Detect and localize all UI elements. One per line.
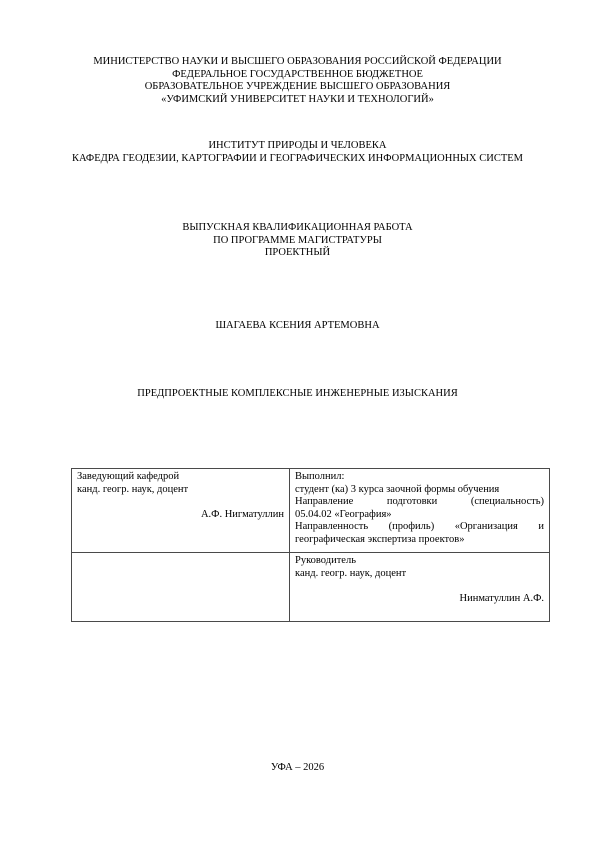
ministry-header (0, 56, 595, 106)
head-degree: канд. геогр. наук, доцент (77, 483, 189, 495)
performer-line: Направление подготовки (специальность) (295, 496, 544, 507)
department-name: КАФЕДРА ГЕОДЕЗИИ, КАРТОГРАФИИ И ГЕОГРАФИЧЕСКИХ ИНФОРМАЦИОННЫХ СИСТЕМ (71, 152, 524, 164)
header-line: ОБРАЗОВАТЕЛЬНОЕ УЧРЕЖДЕНИЕ ВЫСШЕГО ОБРАЗОВАНИЯ (144, 81, 451, 92)
performer-line: Направленность (профиль) «Организация и (295, 521, 544, 532)
approval-table (71, 468, 550, 622)
head-name: А.Ф. Нигматуллин (200, 508, 284, 520)
work-type-line: ПРОЕКТНЫЙ (264, 247, 331, 258)
performer-line: 05.04.02 «География» (295, 508, 392, 520)
performer-cell (290, 469, 550, 553)
work-type-line: ВЫПУСКНАЯ КВАЛИФИКАЦИОННАЯ РАБОТА (182, 222, 413, 233)
work-type-line: ПО ПРОГРАММЕ МАГИСТРАТУРЫ (213, 234, 382, 246)
supervisor-cell (290, 553, 550, 622)
header-line: «УФИМСКИЙ УНИВЕРСИТЕТ НАУКИ И ТЕХНОЛОГИЙ» (161, 93, 434, 105)
work-type-block (0, 222, 595, 260)
empty-cell (72, 553, 290, 622)
city-year: УФА – 2026 (270, 762, 325, 773)
header-line: ФЕДЕРАЛЬНОЕ ГОСУДАРСТВЕННОЕ БЮДЖЕТНОЕ (172, 68, 423, 80)
table-row (72, 553, 550, 622)
performer-label: Выполнил: (295, 471, 345, 482)
performer-line: студент (ка) 3 курса заочной формы обучения (295, 483, 500, 495)
institute-name: ИНСТИТУТ ПРИРОДЫ И ЧЕЛОВЕКА (208, 140, 387, 151)
thesis-title: ПРЕДПРОЕКТНЫЕ КОМПЛЕКСНЫЕ ИНЖЕНЕРНЫЕ ИЗЫСКАНИЯ (137, 388, 458, 399)
supervisor-name: Нинматуллин А.Ф. (459, 592, 544, 604)
head-role: Заведующий кафедрой (77, 471, 180, 482)
performer-line: географическая экспертиза проектов» (295, 533, 465, 545)
institute-block (0, 140, 595, 165)
header-line: МИНИСТЕРСТВО НАУКИ И ВЫСШЕГО ОБРАЗОВАНИЯ РОССИЙСКОЙ ФЕДЕРАЦИИ (93, 56, 502, 67)
head-of-department-cell (72, 469, 290, 553)
supervisor-label: Руководитель (295, 555, 356, 566)
author-name: ШАГАЕВА КСЕНИЯ АРТЕМОВНА (215, 320, 380, 331)
table-row (72, 469, 550, 553)
supervisor-degree: канд. геогр. наук, доцент (295, 567, 407, 579)
